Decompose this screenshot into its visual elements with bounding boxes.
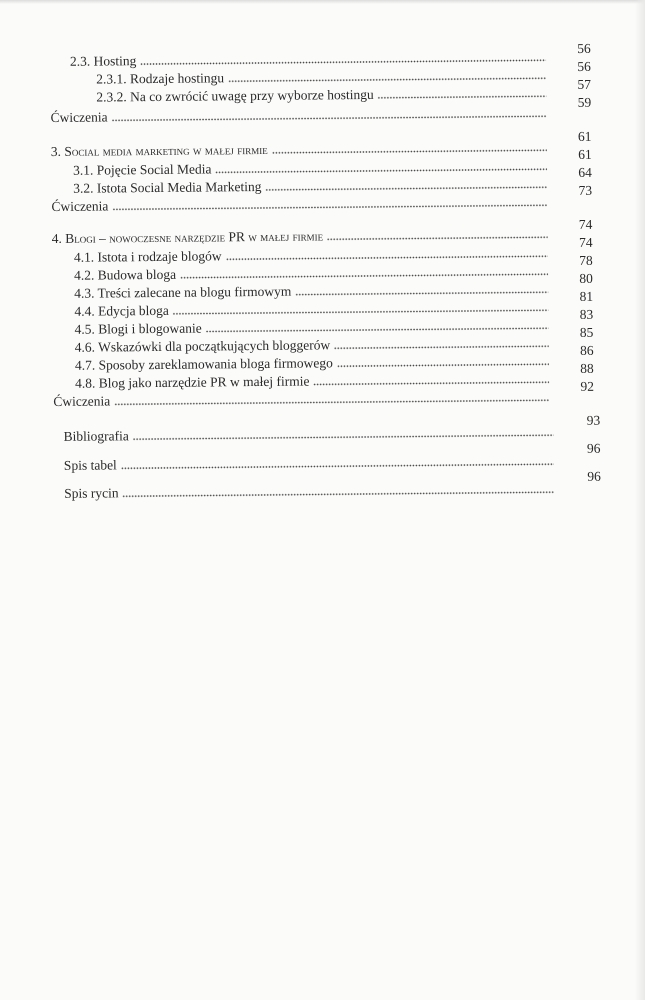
toc-page-number: 56: [577, 58, 591, 74]
leader-dots: [112, 114, 547, 122]
toc-page-number: 56: [577, 40, 591, 56]
toc-entry-label: 3.2. Istota Social Media Marketing: [73, 178, 262, 196]
toc-entry-label: 4.6. Wskazówki dla początkujących bloggerów: [74, 337, 331, 355]
toc-entry-label: Spis rycin: [64, 485, 119, 501]
toc-entry-label: 4.2. Budowa bloga: [73, 266, 177, 283]
toc-entry-label: 2.3.1. Rodzaje hostingu: [96, 70, 225, 87]
toc-entry-label: 4.8. Blog jako narzędzie PR w małej firmie: [75, 373, 310, 391]
toc-entry-label: Bibliografia: [63, 428, 129, 444]
toc-entry-figures[interactable]: [64, 479, 554, 502]
toc-page-number: 92: [580, 378, 594, 394]
leader-dots: [265, 185, 547, 192]
toc-page-number: 96: [586, 440, 601, 456]
toc-page-number: 96: [587, 468, 601, 484]
toc-page-number: 73: [578, 182, 593, 198]
leader-dots: [337, 362, 549, 368]
leader-dots: [313, 380, 549, 386]
toc-page-number: 86: [579, 342, 594, 358]
toc-entry-tables[interactable]: [64, 451, 554, 474]
toc-entry-label: 4.5. Blogi i blogowanie: [74, 320, 202, 337]
toc-chapter-label: 3. Social media marketing w małej firmie: [50, 141, 268, 159]
toc-entry-label: 2.3.2. Na co zwrócić uwagę przy wyborze hostingu: [96, 86, 374, 105]
leader-dots: [173, 308, 549, 316]
toc-entry-label: 4.7. Sposoby zareklamowania bloga firmowego: [74, 355, 333, 373]
toc-entry-label: Ćwiczenia: [53, 393, 111, 409]
toc-entry-label: 2.3. Hosting: [69, 53, 137, 69]
leader-dots: [215, 167, 547, 174]
leader-dots: [295, 290, 548, 296]
toc-entry-exercises-2[interactable]: [50, 103, 546, 126]
toc-chapter-label: 4. Blogi – nowoczesne narzędzie PR w małej firmie: [51, 228, 324, 246]
toc-page-number: 78: [579, 252, 593, 268]
toc-entry-bibliography[interactable]: [64, 422, 554, 445]
toc-entry-label: 4.4. Edycja bloga: [74, 302, 169, 319]
toc-page-number: 59: [577, 94, 592, 110]
toc-entry-exercises-3[interactable]: [51, 192, 547, 215]
toc-page-number: 85: [579, 324, 594, 340]
toc-entry-label: 4.1. Istota i rodzaje blogów: [73, 248, 222, 265]
toc-entry-label: 4.3. Treści zalecane na blogu firmowym: [74, 283, 292, 301]
toc-entry-label: Spis tabel: [63, 457, 117, 473]
leader-dots: [121, 462, 554, 470]
toc-page-number: 61: [578, 146, 592, 162]
toc-page-number: 80: [579, 270, 593, 286]
toc-page-number: 64: [578, 164, 592, 180]
leader-dots: [112, 203, 547, 211]
toc-entry-exercises-4[interactable]: [53, 387, 549, 410]
leader-dots: [228, 76, 546, 83]
leader-dots: [334, 344, 549, 350]
leader-dots: [180, 272, 548, 280]
leader-dots: [206, 326, 549, 333]
leader-dots: [114, 398, 549, 406]
toc-page-number: 88: [580, 360, 594, 376]
toc-page-number: 57: [577, 76, 592, 92]
leader-dots: [123, 490, 555, 498]
toc-page-number: 61: [577, 128, 592, 144]
leader-dots: [133, 433, 554, 441]
toc-entry-label: Ćwiczenia: [50, 109, 108, 125]
toc-entry-label: Ćwiczenia: [51, 198, 109, 214]
leader-dots: [272, 148, 547, 155]
toc-entry-2-3-2[interactable]: [96, 83, 546, 105]
toc-page-number: 81: [579, 288, 594, 304]
toc-page-number: 74: [578, 234, 593, 250]
leader-dots: [226, 254, 548, 261]
toc-page-number: 83: [579, 306, 594, 322]
leader-dots: [378, 94, 547, 100]
toc-page-number: 74: [578, 216, 593, 232]
toc-entry-label: 3.1. Pojęcie Social Media: [72, 161, 212, 178]
leader-dots: [327, 235, 548, 241]
toc-page-number: 93: [586, 412, 601, 428]
